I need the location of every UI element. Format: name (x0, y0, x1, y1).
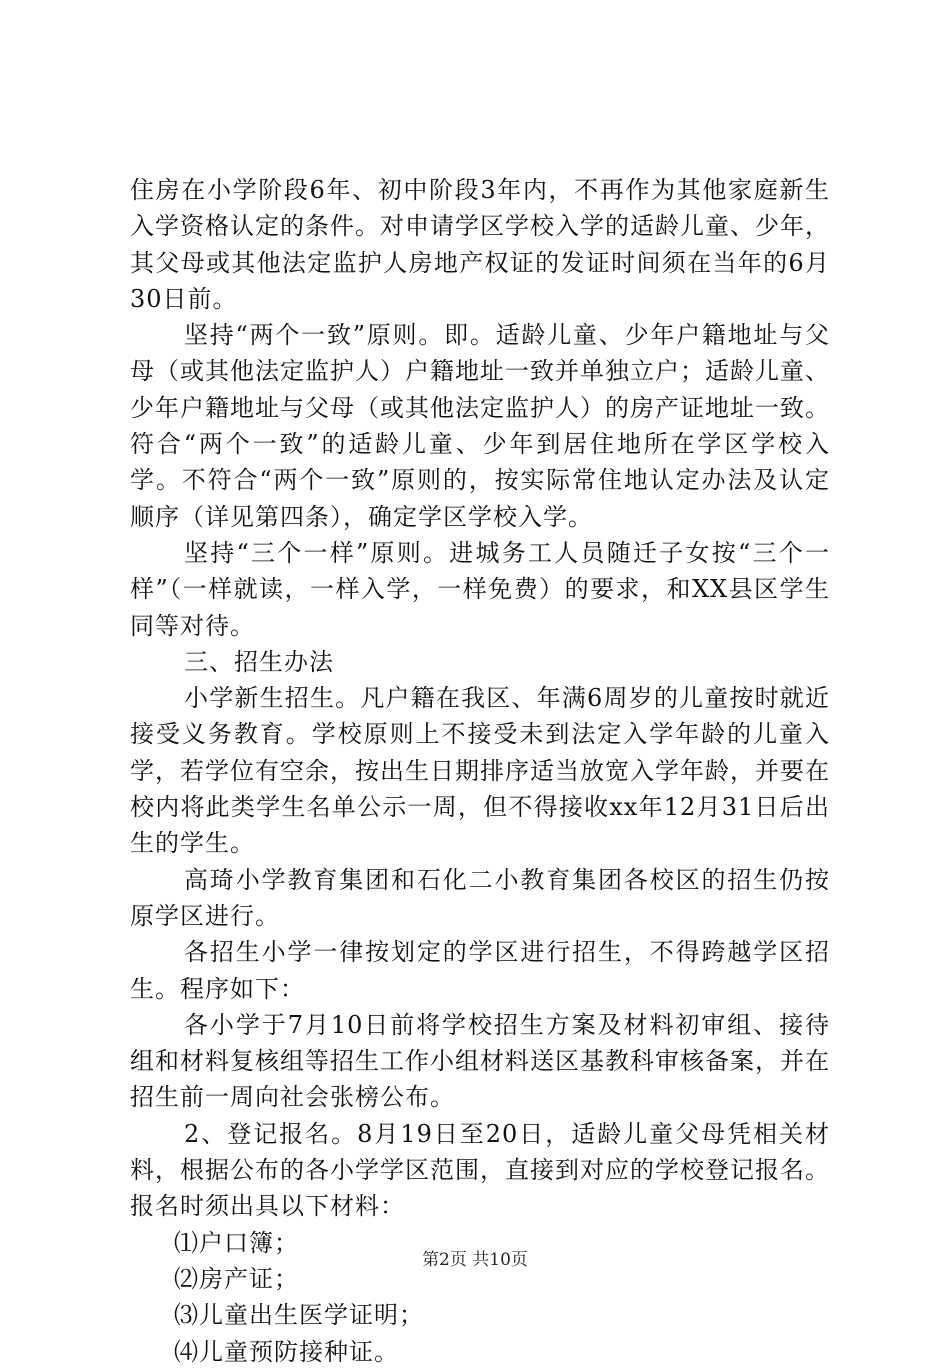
list-item: ⑵房产证； (174, 1264, 299, 1293)
document-body (130, 172, 830, 1370)
paragraph: 各小学于7月10日前将学校招生方案及材料初审组、接待组和材料复核组等招生工作小组材料送区基教科审核备案，并在招生前一周向社会张榜公布。 (130, 1010, 830, 1112)
paragraph: 2、登记报名。8月19日至20日，适龄儿童父母凭相关材料，根据公布的各小学学区范围，直接到对应的学校登记报名。报名时须出具以下材料： (130, 1119, 830, 1221)
list-item: ⑶儿童出生医学证明； (174, 1301, 424, 1330)
paragraph: 各招生小学一律按划定的学区进行招生，不得跨越学区招生。程序如下： (130, 938, 830, 1003)
list-item: ⑴户口簿； (174, 1228, 299, 1257)
paragraph: 坚持“两个一致”原则。即。适龄儿童、少年户籍地址与父母（或其他法定监护人）户籍地址一致并单独立户；适龄儿童、少年户籍地址与父母（或其他法定监护人）的房产证地址一致。符合“两个一致”的适龄儿童、少年到居住地所在学区学校入学。不符合“两个一致”原则的，按实际常住地认定办法及认定顺序（详见第四条），确定学区学校入学。 (130, 321, 830, 531)
list-item: ⑷儿童预防接种证。 (174, 1337, 399, 1366)
paragraph: 住房在小学阶段6年、初中阶段3年内，不再作为其他家庭新生入学资格认定的条件。对申请学区学校入学的适龄儿童、少年，其父母或其他法定监护人房地产权证的发证时间须在当年的6月30日前。 (130, 176, 830, 313)
section-heading: 三、招生办法 (184, 647, 334, 676)
paragraph: 小学新生招生。凡户籍在我区、年满6周岁的儿童按时就近接受义务教育。学校原则上不接受未到法定入学年龄的儿童入学，若学位有空余，按出生日期排序适当放宽入学年龄，并要在校内将此类学生名单公示一周，但不得接收xx年12月31日后出生的学生。 (130, 684, 830, 858)
page-footer: 第2页 共10页 (422, 1250, 528, 1270)
paragraph: 高琦小学教育集团和石化二小教育集团各校区的招生仍按原学区进行。 (130, 865, 830, 930)
paragraph: 坚持“三个一样”原则。进城务工人员随迁子女按“三个一样”（一样就读，一样入学，一样免费）的要求，和XX县区学生同等对待。 (130, 538, 830, 640)
